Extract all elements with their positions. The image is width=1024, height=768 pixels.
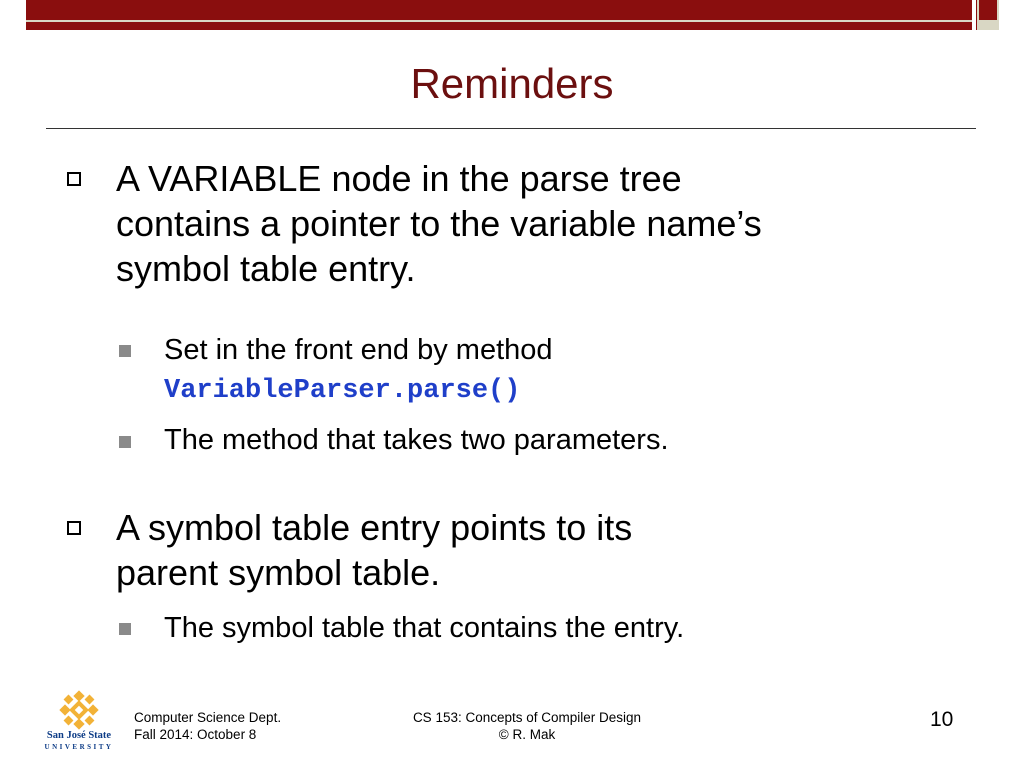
bullet-1-line-3: symbol table entry.	[116, 248, 416, 289]
footer-course: CS 153: Concepts of Compiler Design	[412, 710, 642, 725]
sub-bullet-square-icon	[119, 623, 131, 635]
footer-center	[382, 709, 672, 743]
bullet-1-line-2: contains a pointer to the variable name’s	[116, 203, 762, 244]
university-logo-text	[44, 730, 114, 752]
slide-title: Reminders	[410, 60, 614, 107]
sub-bullet-2-text: The method that takes two parameters.	[164, 424, 669, 456]
bullet-2-line-1: A symbol table entry points to its	[116, 507, 633, 548]
bullet-square-icon	[67, 521, 81, 535]
sub-bullet-square-icon	[119, 345, 131, 357]
sub-bullet-square-icon	[119, 436, 131, 448]
footer-copyright: © R. Mak	[498, 727, 556, 742]
logo-name: San José State	[46, 730, 112, 741]
sub-bullet-3-text: The symbol table that contains the entry.	[164, 612, 685, 644]
footer-left	[134, 709, 281, 743]
sub-bullet-1-text: Set in the front end by method	[164, 334, 553, 366]
bullet-square-icon	[67, 172, 81, 186]
slide-number: 10	[930, 708, 954, 731]
title-divider	[46, 128, 976, 129]
bullet-1-line-1: A VARIABLE node in the parse tree	[116, 158, 682, 199]
top-decor-square	[976, 0, 999, 30]
sub-bullet-1-code	[164, 370, 520, 409]
code-method-name: VariableParser.parse()	[164, 376, 521, 406]
logo-university: UNIVERSITY	[44, 743, 114, 751]
footer-date: Fall 2014: October 8	[134, 727, 257, 742]
bullet-2-line-2: parent symbol table.	[116, 552, 441, 593]
footer-dept: Computer Science Dept.	[134, 710, 282, 725]
top-decor-bar	[26, 0, 972, 30]
